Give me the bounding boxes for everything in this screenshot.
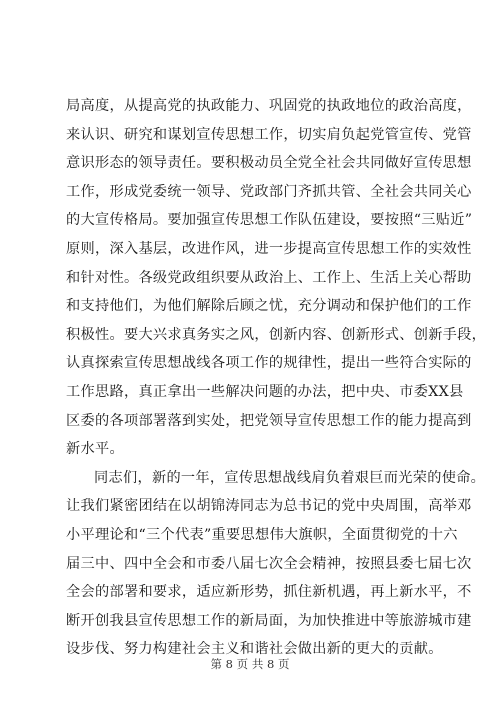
text-line: 和支持他们，为他们解除后顾之忧，充分调动和保护他们的工作 <box>66 298 472 315</box>
text-line: 的大宣传格局。要加强宣传思想工作队伍建设，要按照“三贴近” <box>66 212 473 229</box>
text-line: 认真探索宣传思想战线各项工作的规律性，提出一些符合实际的 <box>66 355 472 372</box>
text-line: 同志们，新的一年，宣传思想战线肩负着艰巨而光荣的使命。 <box>94 469 486 486</box>
paragraph-2 <box>66 464 486 664</box>
text-line: 工作思路，真正拿出一些解决问题的办法，把中央、市委XX县 <box>66 383 464 400</box>
text-line: 意识形态的领导责任。要积极动员全党全社会共同做好宣传思想 <box>66 155 472 172</box>
document-body <box>66 92 487 664</box>
text-line: 全会的部署和要求，适应新形势，抓住新机遇，再上新水平，不 <box>66 584 472 601</box>
text-line: 工作，形成党委统一领导、党政部门齐抓共管、全社会共同关心 <box>66 183 472 200</box>
text-line: 来认识、研究和谋划宣传思想工作，切实肩负起党管宣传、党管 <box>66 126 472 143</box>
text-line: 局高度，从提高党的执政能力、巩固党的执政地位的政治高度， <box>66 98 472 114</box>
text-line: 区委的各项部署落到实处，把党领导宣传思想工作的能力提高到 <box>66 412 472 429</box>
text-line: 和针对性。各级党政组织要从政治上、工作上、生活上关心帮助 <box>66 269 472 286</box>
page-footer: 第 8 页 共 8 页 <box>210 657 290 671</box>
text-line: 届三中、四中全会和市委八届七次全会精神，按照县委七届七次 <box>66 555 472 572</box>
text-line: 积极性。要大兴求真务实之风，创新内容、创新形式、创新手段， <box>66 326 487 343</box>
text-line: 新水平。 <box>66 441 124 458</box>
text-line: 设步伐、努力构建社会主义和谐社会做出新的更大的贡献。 <box>66 641 443 658</box>
text-line: 小平理论和“三个代表”重要思想伟大旗帜，全面贯彻党的十六 <box>66 526 458 543</box>
paragraph-1 <box>66 92 487 464</box>
text-line: 原则，深入基层，改进作风，进一步提高宣传思想工作的实效性 <box>66 240 472 257</box>
text-line: 断开创我县宣传思想工作的新局面，为加快推进中等旅游城市建 <box>66 612 472 629</box>
text-line: 让我们紧密团结在以胡锦涛同志为总书记的党中央周围，高举邓 <box>66 498 472 515</box>
